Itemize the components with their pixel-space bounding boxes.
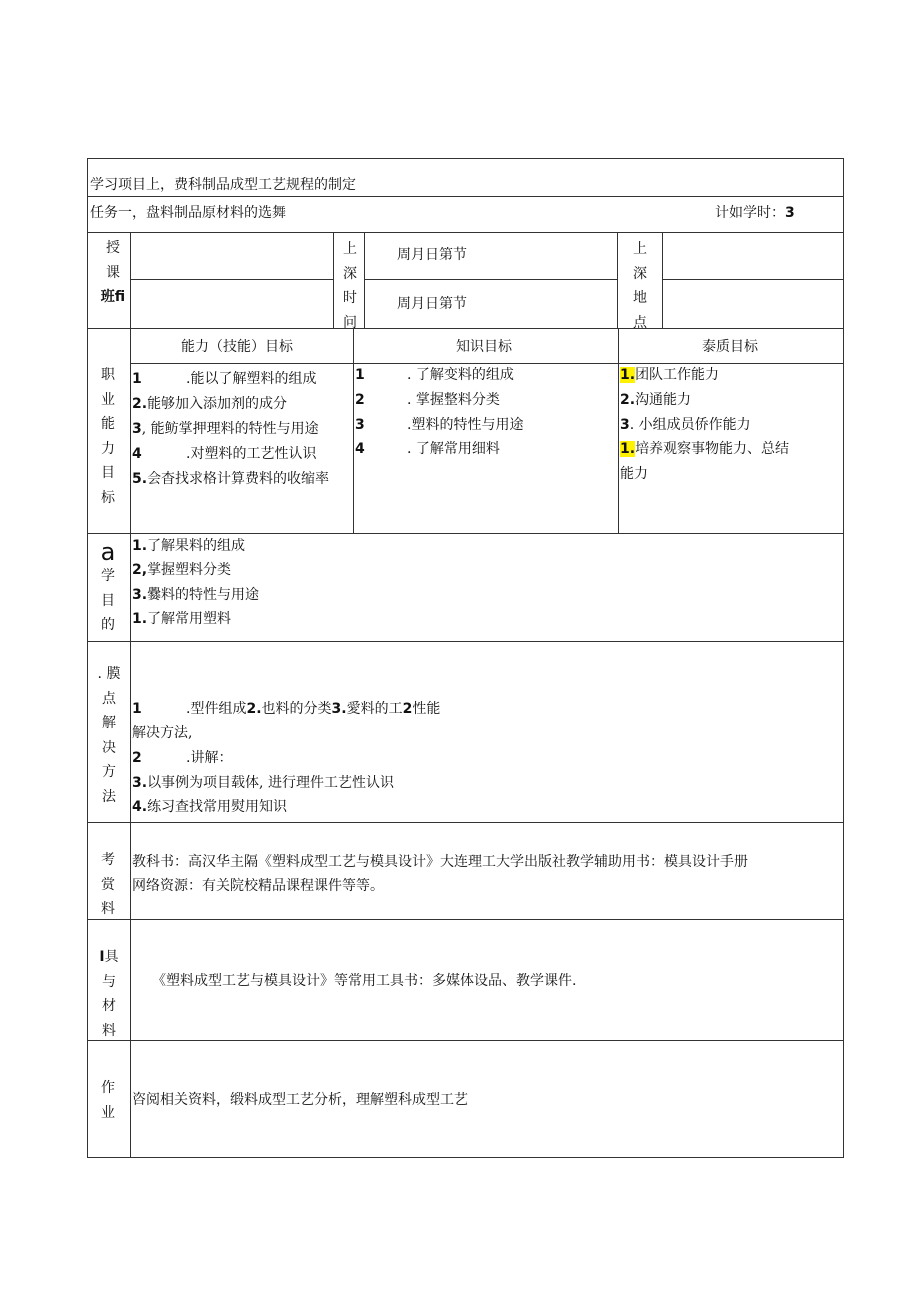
ability-goals-header: 能力（技能）目标 bbox=[181, 339, 293, 355]
plan-hours-value: 3 bbox=[785, 205, 795, 221]
rule-schedule-bottom bbox=[87, 328, 844, 329]
rule-label-column bbox=[130, 232, 131, 1158]
rule-tools-bottom bbox=[87, 1040, 844, 1041]
project-title: 学习项目上，费科制品成型工艺规程的制定 bbox=[90, 177, 356, 193]
knowledge-goals-header: 知识目标 bbox=[456, 339, 512, 355]
rule-schedule-col-2 bbox=[364, 232, 365, 328]
key-points-label: . 膜 点 解 决 方 法 bbox=[97, 666, 121, 805]
tools-label: I具 与 材 料 bbox=[99, 949, 119, 1039]
plan-hours-label: 计如学时： bbox=[715, 205, 785, 221]
rule-schedule-col-3 bbox=[617, 232, 618, 328]
place-label: 上 深 地 点 bbox=[633, 241, 647, 331]
rule-header-2 bbox=[87, 232, 844, 233]
class-label: 授 课 班fi bbox=[100, 240, 126, 305]
key-points-line-2: 解决方法, bbox=[132, 725, 193, 741]
ability-item: 3, 能鲂掌押理料的特性与用途 bbox=[132, 421, 319, 437]
ability-item: 4 .对塑料的工艺性认识 bbox=[132, 446, 317, 462]
homework-text: 咨阅相关资料，缎料成型工艺分析，理解塑科成型工艺 bbox=[132, 1092, 468, 1108]
learning-goal-item: 1.了解常用塑料 bbox=[132, 611, 232, 627]
knowledge-item: 3 .塑料的特性与用途 bbox=[355, 417, 524, 433]
knowledge-item: 1 . 了解变料的组成 bbox=[355, 367, 514, 383]
rule-goal-headers bbox=[130, 363, 844, 364]
key-points-line-1: 1 .型件组成2.也料的分类3.愛料的工2性能 bbox=[132, 701, 441, 717]
time-row-1: 周月日第节 bbox=[397, 247, 467, 263]
quality-item: 1.团队工作能力 bbox=[620, 367, 720, 383]
quality-item: 3. 小组成员侨作能力 bbox=[620, 417, 751, 433]
rule-schedule-mid-left bbox=[130, 279, 333, 280]
tools-text: 《塑料成型工艺与模具设计》等常用工具书：多媒体设品、教学课件. bbox=[152, 973, 577, 989]
learning-goal-item: 2,掌握塑料分类 bbox=[132, 562, 232, 578]
rule-references-bottom bbox=[87, 919, 844, 920]
rule-schedule-col-1 bbox=[333, 232, 334, 328]
learning-goals-label: a 学 目 的 bbox=[100, 538, 116, 633]
knowledge-item: 4 . 了解常用细料 bbox=[355, 441, 500, 457]
rule-schedule-mid-right bbox=[662, 279, 844, 280]
references-label: 考 赏 料 bbox=[101, 852, 115, 917]
task-title: 任务一，盘料制品原材料的选舞 bbox=[90, 205, 286, 221]
references-line-1: 教科书：高汉华主隔《塑料成型工艺与模具设计》大连理工大学出版社教学辅助用书：模具设计手册 bbox=[132, 854, 748, 870]
ability-item: 5.会杳找求格计算费料的收缩率 bbox=[132, 471, 330, 487]
quality-item: 2.沟通能力 bbox=[620, 392, 692, 408]
plan-hours bbox=[715, 206, 795, 220]
rule-keypoints-bottom bbox=[87, 822, 844, 823]
key-points-line-4: 3.以事例为项目载体, 进行理件工艺性认识 bbox=[132, 775, 394, 791]
homework-label: 作 业 bbox=[101, 1080, 115, 1121]
rule-header-1 bbox=[87, 196, 844, 197]
key-points-line-5: 4.练习查找常用熨用知识 bbox=[132, 799, 288, 815]
ability-item: 1 .能以了解塑料的组成 bbox=[132, 371, 317, 387]
quality-item: 能力 bbox=[620, 466, 648, 482]
learning-goal-item: 3.爨料的特性与用途 bbox=[132, 587, 260, 603]
rule-schedule-mid-mid bbox=[364, 279, 617, 280]
time-row-2: 周月日第节 bbox=[397, 296, 467, 312]
learning-goal-item: 1.了解果料的组成 bbox=[132, 538, 246, 554]
time-label: 上 深 时 问 bbox=[343, 241, 357, 331]
rule-schedule-col-4 bbox=[662, 232, 663, 328]
ability-item: 2.能够加入添加剂的成分 bbox=[132, 396, 288, 412]
references-line-2: 网络资源：有关院校精品课程课件等等。 bbox=[132, 878, 384, 894]
rule-goals-bottom bbox=[87, 533, 844, 534]
key-points-line-3: 2 .讲解： bbox=[132, 750, 233, 766]
rule-goals-col-1 bbox=[353, 328, 354, 533]
rule-learning-bottom bbox=[87, 641, 844, 642]
career-goals-label: 职 业 能 力 目 标 bbox=[101, 367, 115, 506]
rule-goals-col-2 bbox=[618, 328, 619, 533]
quality-item: 1.培养观察事物能力、总结 bbox=[620, 441, 790, 457]
knowledge-item: 2 . 掌握整料分类 bbox=[355, 392, 500, 408]
quality-goals-header: 泰质目标 bbox=[702, 339, 758, 355]
